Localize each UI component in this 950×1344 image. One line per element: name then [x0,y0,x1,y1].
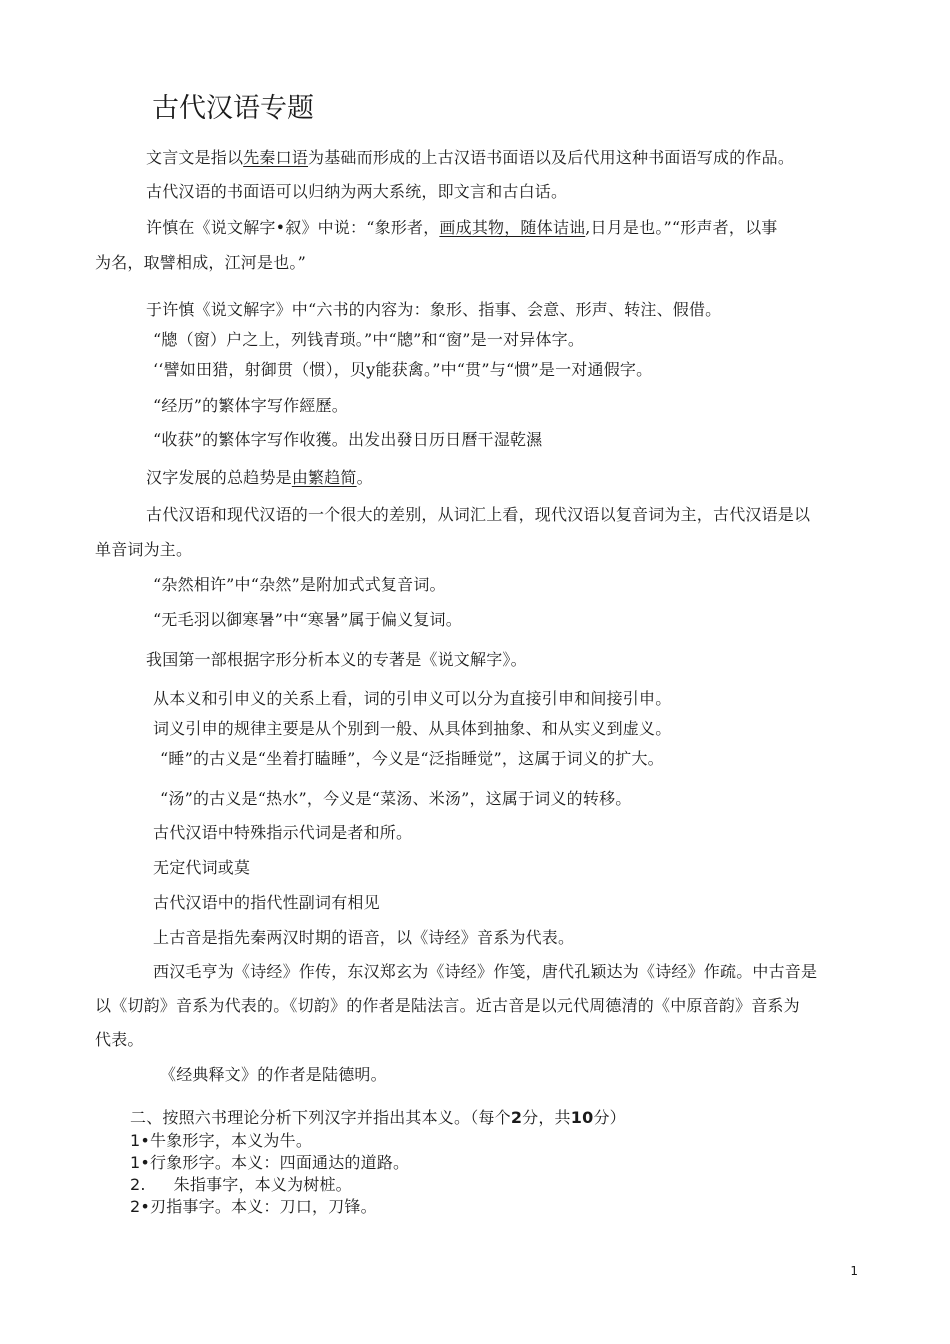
paragraph-xushen-line1: 许慎在《说文解字•叙》中说：“象形者，画成其物，随体诘诎,日月是也。”“形声者，以事 [146,218,778,237]
list-item: 2. 朱指事字，本义为树桩。 [130,1175,352,1194]
paragraph-jingdian-shiwen: 《经典释文》的作者是陆德明。 [160,1065,387,1084]
page-number: 1 [850,1264,858,1278]
paragraph-vocab-line1: 古代汉语和现代汉语的一个很大的差别，从词汇上看，现代汉语以复音词为主，古代汉语是以 [146,505,811,524]
paragraph-shouhuo: “收获”的繁体字写作收獲。出发出發日历日曆干湿乾濕 [153,430,543,449]
paragraph-jingli: “经历”的繁体字写作經歷。 [153,396,348,415]
paragraph-shijing-line3: 代表。 [95,1030,144,1049]
paragraph-zhishi-daici: 古代汉语中特殊指示代词是者和所。 [153,823,413,842]
underlined-term: 画成其物，随体诘诎 [439,218,586,237]
paragraph-shijing-line1: 西汉毛亨为《诗经》作传，东汉郑玄为《诗经》作笺，唐代孔颖达为《诗经》作疏。中古音是 [153,962,818,981]
paragraph-zaran: “杂然相许”中“杂然”是附加式式复音词。 [153,575,446,594]
paragraph-two-systems: 古代汉语的书面语可以归纳为两大系统，即文言和古白话。 [146,182,568,201]
paragraph-shangguyin: 上古音是指先秦两汉时期的语音，以《诗经》音系为代表。 [153,928,575,947]
list-item: 1•牛象形字，本义为牛。 [130,1131,313,1150]
paragraph-tang: “汤”的古义是“热水”，今义是“菜汤、米汤”，这属于词义的转移。 [160,789,632,808]
paragraph-vocab-line2: 单音词为主。 [95,540,193,559]
paragraph-yinshen: 从本义和引申义的关系上看，词的引申义可以分为直接引申和间接引申。 [153,689,672,708]
paragraph-trend: 汉字发展的总趋势是由繁趋简。 [146,468,373,487]
paragraph-shui: “睡”的古义是“坐着打瞌睡”，今义是“泛指睡觉”，这属于词义的扩大。 [160,749,664,768]
list-item: 1•行象形字。本义：四面通达的道路。 [130,1153,410,1172]
document-title: 古代汉语专题 [152,93,314,124]
paragraph-liushu: 于许慎《说文解字》中“六书的内容为：象形、指事、会意、形声、转注、假借。 [146,300,722,319]
list-item: 2•刃指事字。本义：刀口，刀锋。 [130,1197,377,1216]
paragraph-shuowen: 我国第一部根据字形分析本义的专著是《说文解字》。 [146,650,527,669]
paragraph-hanshu: “无毛羽以御寒暑”中“寒暑”属于偏义复词。 [153,610,462,629]
paragraph-zhidai-fuci: 古代汉语中的指代性副词有相见 [153,893,380,912]
paragraph-shijing-line2: 以《切韵》音系为代表的。《切韵》的作者是陆法言。近古音是以元代周德清的《中原音韵》音系为 [95,996,800,1015]
underlined-term: 由繁趋简 [291,468,357,487]
paragraph-tongjiazi: ‘‘譬如田猎，射御贯（惯），贝y能获禽。”中“贯”与“惯”是一对通假字。 [153,360,653,379]
paragraph-xushen-line2: 为名，取譬相成，江河是也。” [95,253,306,272]
underlined-term: 先秦口语 [243,148,309,167]
paragraph-yitizi: “牕（窗）户之上，列钱青琐。”中“牕”和“窗”是一对异体字。 [153,330,585,349]
paragraph-yinshen-rule: 词义引申的规律主要是从个别到一般、从具体到抽象、和从实义到虚义。 [153,719,672,738]
section-two-heading: 二、按照六书理论分析下列汉字并指出其本义。（每个2分，共10分） [130,1108,626,1127]
paragraph-wenyanwen: 文言文是指以先秦口语为基础而形成的上古汉语书面语以及后代用这种书面语写成的作品。 [146,148,795,167]
paragraph-wuding-daici: 无定代词或莫 [153,858,251,877]
